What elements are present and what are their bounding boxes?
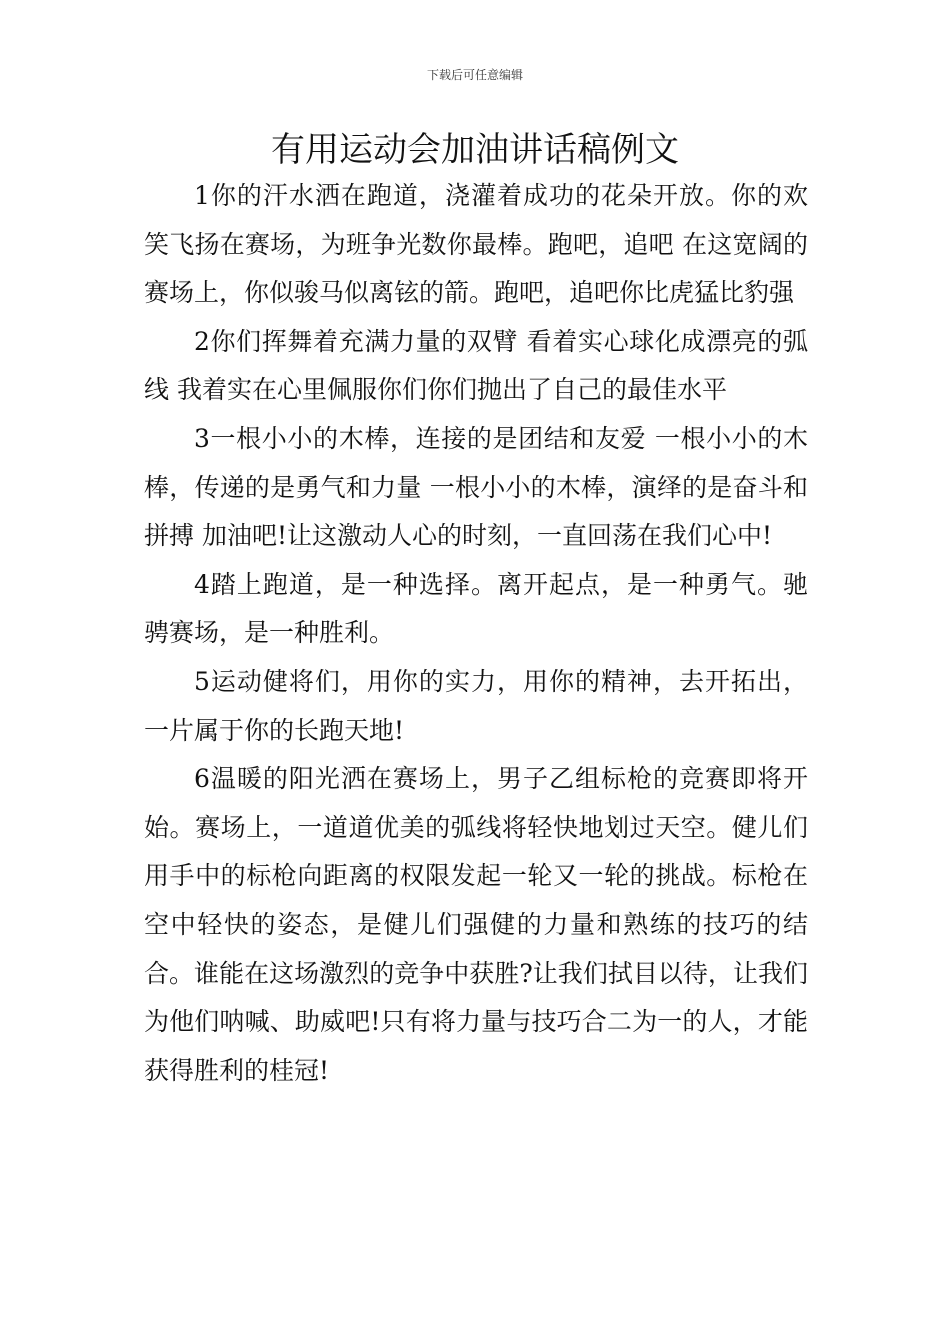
paragraph-2: 2你们挥舞着充满力量的双臂 看着实心球化成漂亮的弧线 我着实在心里佩服你们你们抛出了自己的最佳水平	[144, 326, 808, 405]
paragraph-5: 5运动健将们，用你的实力，用你的精神，去开拓出，一片属于你的长跑天地!	[144, 666, 808, 745]
paragraph-3: 3一根小小的木棒，连接的是团结和友爱 一根小小的木棒，传递的是勇气和力量 一根小小的木棒，演绎的是奋斗和拼搏 加油吧!让这激动人心的时刻，一直回荡在我们心中!	[144, 423, 808, 551]
header-note: 下载后可任意编辑	[426, 68, 523, 82]
paragraph-6: 6温暖的阳光洒在赛场上，男子乙组标枪的竞赛即将开始。赛场上，一道道优美的弧线将轻快地划过天空。健儿们用手中的标枪向距离的权限发起一轮又一轮的挑战。标枪在空中轻快的姿态，是健儿们强健的力量和熟练的技巧的结合。谁能在这场激烈的竞争中获胜?让我们拭目以待，让我们为他们呐喊、助威吧!只有将力量与技巧合二为一的人，才能获得胜利的桂冠!	[144, 764, 808, 1085]
document-body	[144, 172, 808, 1095]
paragraph-4: 4踏上跑道，是一种选择。离开起点，是一种勇气。驰骋赛场，是一种胜利。	[144, 569, 808, 648]
document-title: 有用运动会加油讲话稿例文	[271, 130, 679, 170]
paragraph-1: 1你的汗水洒在跑道，浇灌着成功的花朵开放。你的欢笑飞扬在赛场，为班争光数你最棒。跑吧，追吧 在这宽阔的赛场上，你似骏马似离铉的箭。跑吧，追吧你比虎猛比豹强	[144, 181, 808, 308]
